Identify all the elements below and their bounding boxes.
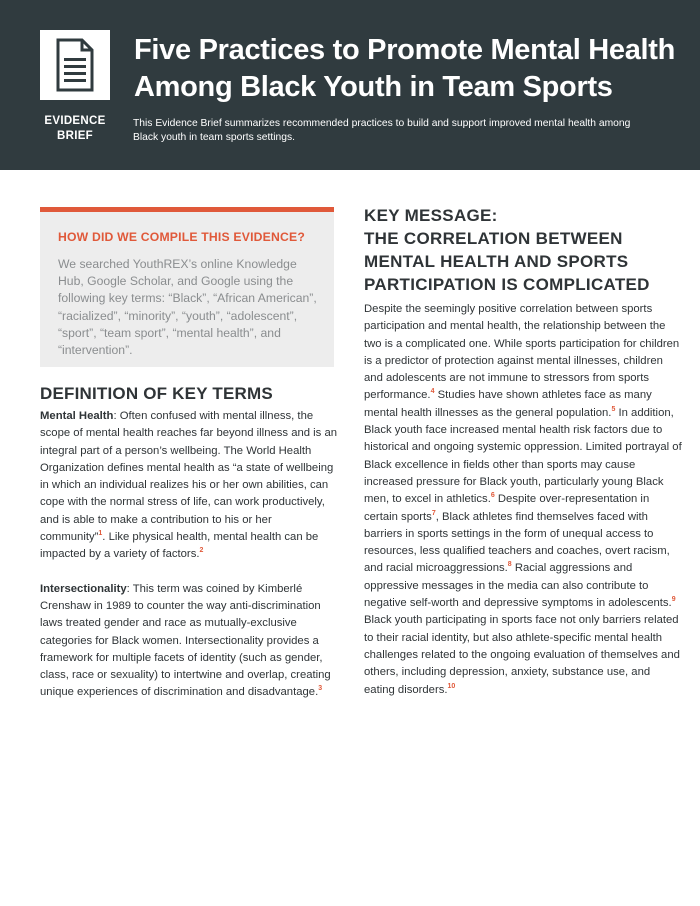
footnote-ref: 1 [98,530,103,538]
evidence-brief-badge: EVIDENCE BRIEF [44,115,106,142]
body-text: Racial aggressions and oppressive messages in the media can also contribute to negative self-worth and depressive symptoms in adolescents. [364,562,672,610]
footnote-ref: 10 [447,682,456,690]
key-message-heading: KEY MESSAGE: THE CORRELATION BETWEEN MENTAL HEALTH AND SPORTS PARTICIPATION IS COMPLICATED [364,206,650,294]
footnote-ref: 8 [507,561,512,569]
body-text: Despite the seemingly positive correlation between sports participation and mental health, the relationship between the two is a complicated one. While sports participation for children is a predictor of protection against mental illnesses, children and adolescents are not immune to stressors from sports performance. [364,303,680,402]
key-message-body [364,301,684,699]
footnote-ref: 7 [431,509,436,517]
document-icon [40,30,110,100]
definition-text: : This term was coined by Kimberlé Crenshaw in 1989 to counter the way anti-discrimination laws treated gender and race as mutually-exclusive categories for Black women. Intersectionality provides a framework for multiple facets of identity (such as gender, class, race or sexuality) to intertwine and overlap, creating unique experiences of discrimination and disadvantage. [40,582,331,699]
definitions-body [40,408,338,719]
footnote-ref: 6 [490,492,495,500]
page-subtitle: This Evidence Brief summarizes recommended practices to build and support improved mental health among Black youth in team sports settings. [133,118,631,143]
term-intersectionality: Intersectionality [40,582,127,595]
intersectionality-definition [40,581,338,702]
definitions-heading: DEFINITION OF KEY TERMS [40,384,273,403]
body-text: Despite over-representation in certain sports [364,493,650,523]
body-text: , Black athletes find themselves faced with barriers in sports settings in the form of unequal access to resources, less qualified teachers and coaches, overt racism, and racial microaggressions. [364,510,670,575]
footnote-ref: 4 [430,388,435,396]
term-mental-health: Mental Health [40,410,114,422]
method-callout [40,207,334,367]
callout-body: We searched YouthREX’s online Knowledge Hub, Google Scholar, and Google using the following key terms: “Black”, “African American”, “racialized”, “minority”, “youth”, “adolescent”, “sport”, “team sport”, “mental health”, and “intervention”. [58,257,317,358]
definition-text: : Often confused with mental illness, the scope of mental health reaches far beyond illness and is an integral part of a person’s wellbeing. The World Health Organization defines mental health as “a state of wellbeing in which an individual realizes his or her own abilities, can cope with the normal stress of life, can work productively, and is able to make a contribution to his or her community” [40,410,338,544]
body-text: Studies have shown athletes face as many mental health illnesses as the general population. [364,389,652,419]
callout-title: HOW DID WE COMPILE THIS EVIDENCE? [58,230,305,244]
page-title: Five Practices to Promote Mental Health Among Black Youth in Team Sports [134,34,676,103]
header-banner [0,0,700,170]
footnote-ref: 5 [611,406,616,414]
mental-health-definition [40,408,338,564]
definition-text: . Like physical health, mental health can be impacted by a variety of factors. [40,531,319,561]
footnote-ref: 9 [671,596,676,604]
body-text: In addition, Black youth face increased mental health risk factors due to historical and ongoing systemic oppression. Limited portrayal of Black excellence in fields other than sports may cause increased pressure for Black youth, particularly young Black men, to excel in athletics. [364,406,682,506]
footnote-ref: 2 [199,547,204,555]
footnote-ref: 3 [318,685,323,693]
body-text: Black youth participating in sports face not only barriers related to their racial identity, but also athlete-specific mental health challenges related to the ongoing evaluation of themselves and others, including depression, anxiety, substance use, and eating disorders. [364,614,680,696]
